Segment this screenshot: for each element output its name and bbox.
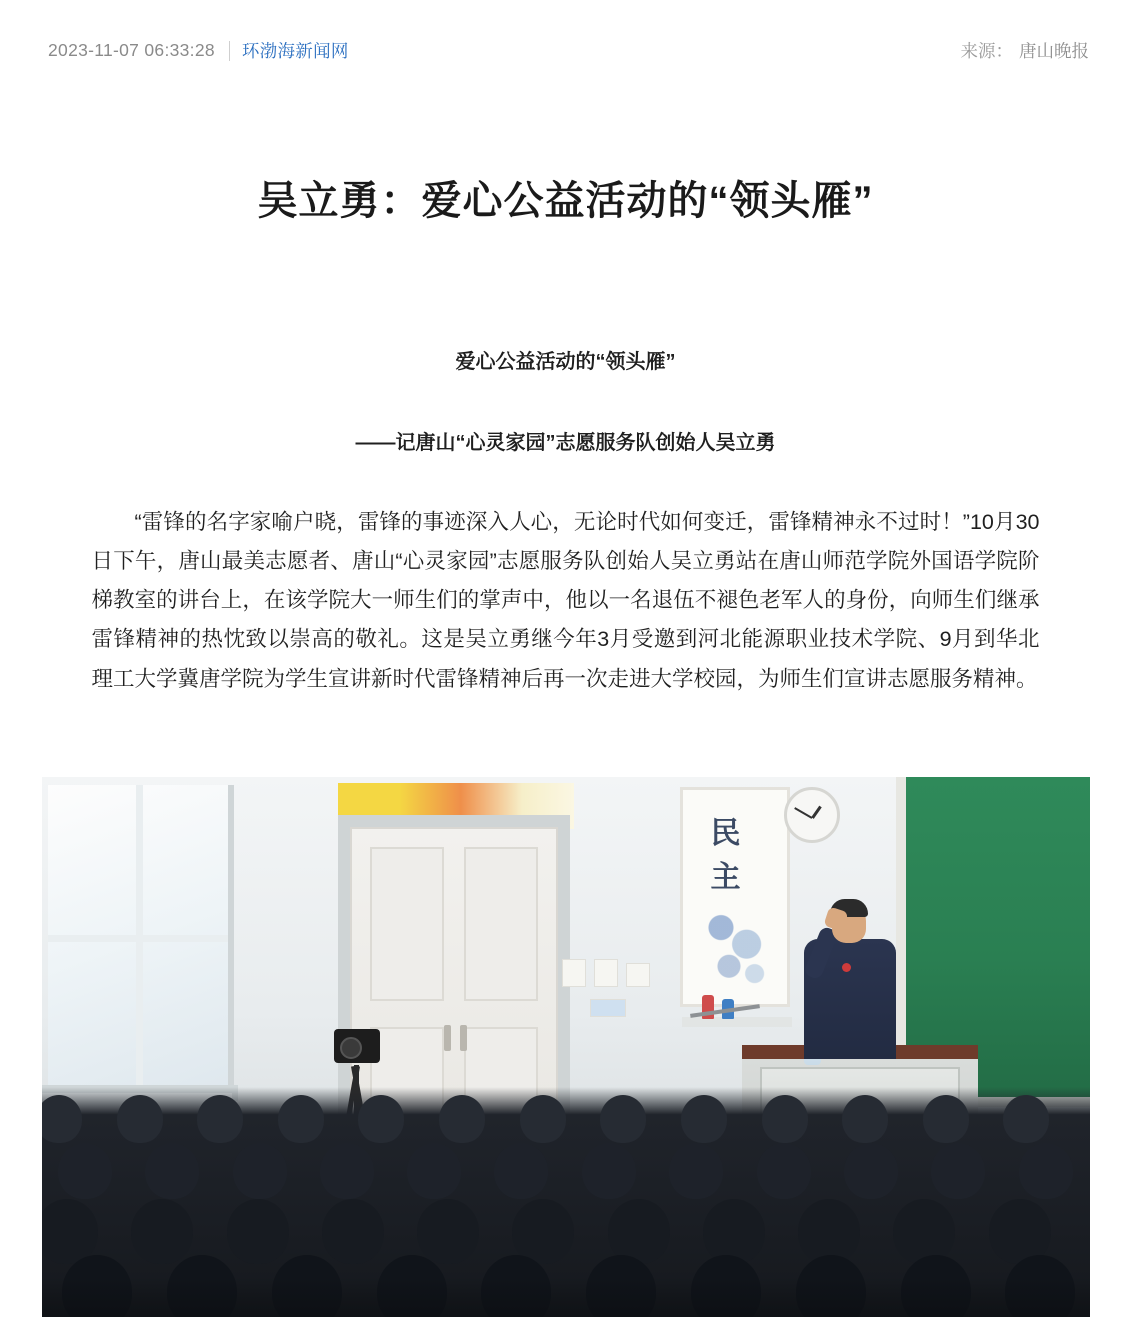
audience-member bbox=[669, 1143, 723, 1200]
audience-member bbox=[582, 1143, 636, 1200]
audience-member bbox=[407, 1143, 461, 1200]
audience-member bbox=[989, 1199, 1051, 1264]
audience-member bbox=[798, 1199, 860, 1264]
audience-member bbox=[600, 1095, 646, 1143]
calligraphy-scroll bbox=[680, 787, 790, 1007]
source-label: 来源： bbox=[960, 41, 1013, 61]
audience-member bbox=[1003, 1095, 1049, 1143]
meta-divider bbox=[229, 41, 230, 61]
audience-member bbox=[844, 1143, 898, 1200]
audience-member bbox=[520, 1095, 566, 1143]
audience-member bbox=[233, 1143, 287, 1200]
door-handle bbox=[460, 1025, 467, 1051]
camera-lens-icon bbox=[340, 1037, 362, 1059]
article-paragraph: “雷锋的名字家喻户晓，雷锋的事迹深入人心，无论时代如何变迁，雷锋精神永不过时！”10月30日下午，唐山最美志愿者、唐山“心灵家园”志愿服务队创始人吴立勇站在唐山师范学院外国语学院阶梯教室的讲台上，在该学院大一师生们的掌声中，他以一名退伍不褪色老军人的身份，向师生们继承雷锋精神的热忱致以崇高的敬礼。这是吴立勇继今年3月受邀到河北能源职业技术学院、9月到华北理工大学冀唐学院为学生宣讲新时代雷锋精神后再一次走进大学校园，为师生们宣讲志愿服务精神。 bbox=[91, 510, 1040, 691]
article-subtitle: 爱心公益活动的“领头雁” bbox=[455, 351, 676, 373]
article-body bbox=[46, 345, 1086, 699]
audience-member bbox=[42, 1095, 82, 1143]
wall-note bbox=[562, 959, 586, 987]
scroll-character-top: 民 bbox=[710, 815, 741, 851]
audience-member bbox=[117, 1095, 163, 1143]
meta-left-group bbox=[48, 38, 349, 63]
audience-member bbox=[145, 1143, 199, 1200]
audience-member bbox=[762, 1095, 808, 1143]
photo-scene bbox=[42, 777, 1090, 1317]
audience-member bbox=[197, 1095, 243, 1143]
audience-member bbox=[322, 1199, 384, 1264]
page-title: 吴立勇：爱心公益活动的“领头雁” bbox=[257, 179, 874, 223]
scroll-floral-art bbox=[697, 900, 777, 992]
wall-note bbox=[594, 959, 618, 987]
speaker-lapel-badge bbox=[842, 963, 851, 972]
audience-member bbox=[58, 1143, 112, 1200]
audience-member bbox=[931, 1143, 985, 1200]
window-mullion-horizontal bbox=[48, 935, 228, 942]
door-panel bbox=[370, 847, 444, 1001]
clock-minute-hand bbox=[794, 807, 812, 819]
publish-timestamp: 2023-11-07 06:33:28 bbox=[48, 40, 215, 60]
meta-right-group bbox=[961, 38, 1090, 63]
audience-member bbox=[320, 1143, 374, 1200]
audience-member bbox=[608, 1199, 670, 1264]
door-handle bbox=[444, 1025, 451, 1051]
audience-member bbox=[681, 1095, 727, 1143]
audience-member bbox=[893, 1199, 955, 1264]
article-meta-bar bbox=[0, 0, 1131, 63]
door-panel bbox=[464, 847, 538, 1001]
site-name-link[interactable]: 环渤海新闻网 bbox=[241, 41, 349, 61]
audience-member bbox=[131, 1199, 193, 1264]
audience-member bbox=[358, 1095, 404, 1143]
audience-member bbox=[417, 1199, 479, 1264]
audience-member bbox=[703, 1199, 765, 1264]
audience-member bbox=[842, 1095, 888, 1143]
wall-note-blue bbox=[590, 999, 626, 1017]
article-subtitle-secondary: ——记唐山“心灵家园”志愿服务队创始人吴立勇 bbox=[355, 432, 776, 454]
scroll-character-bottom: 主 bbox=[710, 859, 741, 895]
audience-member bbox=[512, 1199, 574, 1264]
wall-clock-icon bbox=[784, 787, 840, 843]
audience-member bbox=[439, 1095, 485, 1143]
audience-member bbox=[494, 1143, 548, 1200]
audience-member bbox=[227, 1199, 289, 1264]
audience-member bbox=[42, 1199, 98, 1264]
audience-member bbox=[1019, 1143, 1073, 1200]
audience-member bbox=[278, 1095, 324, 1143]
window bbox=[48, 785, 234, 1085]
audience-member bbox=[923, 1095, 969, 1143]
audience-member bbox=[757, 1143, 811, 1200]
source-value: 唐山晚报 bbox=[1019, 41, 1089, 61]
wall-note bbox=[626, 963, 650, 987]
article-photo bbox=[42, 777, 1090, 1317]
wall-shelf bbox=[682, 1017, 792, 1027]
video-camera bbox=[334, 1029, 380, 1063]
